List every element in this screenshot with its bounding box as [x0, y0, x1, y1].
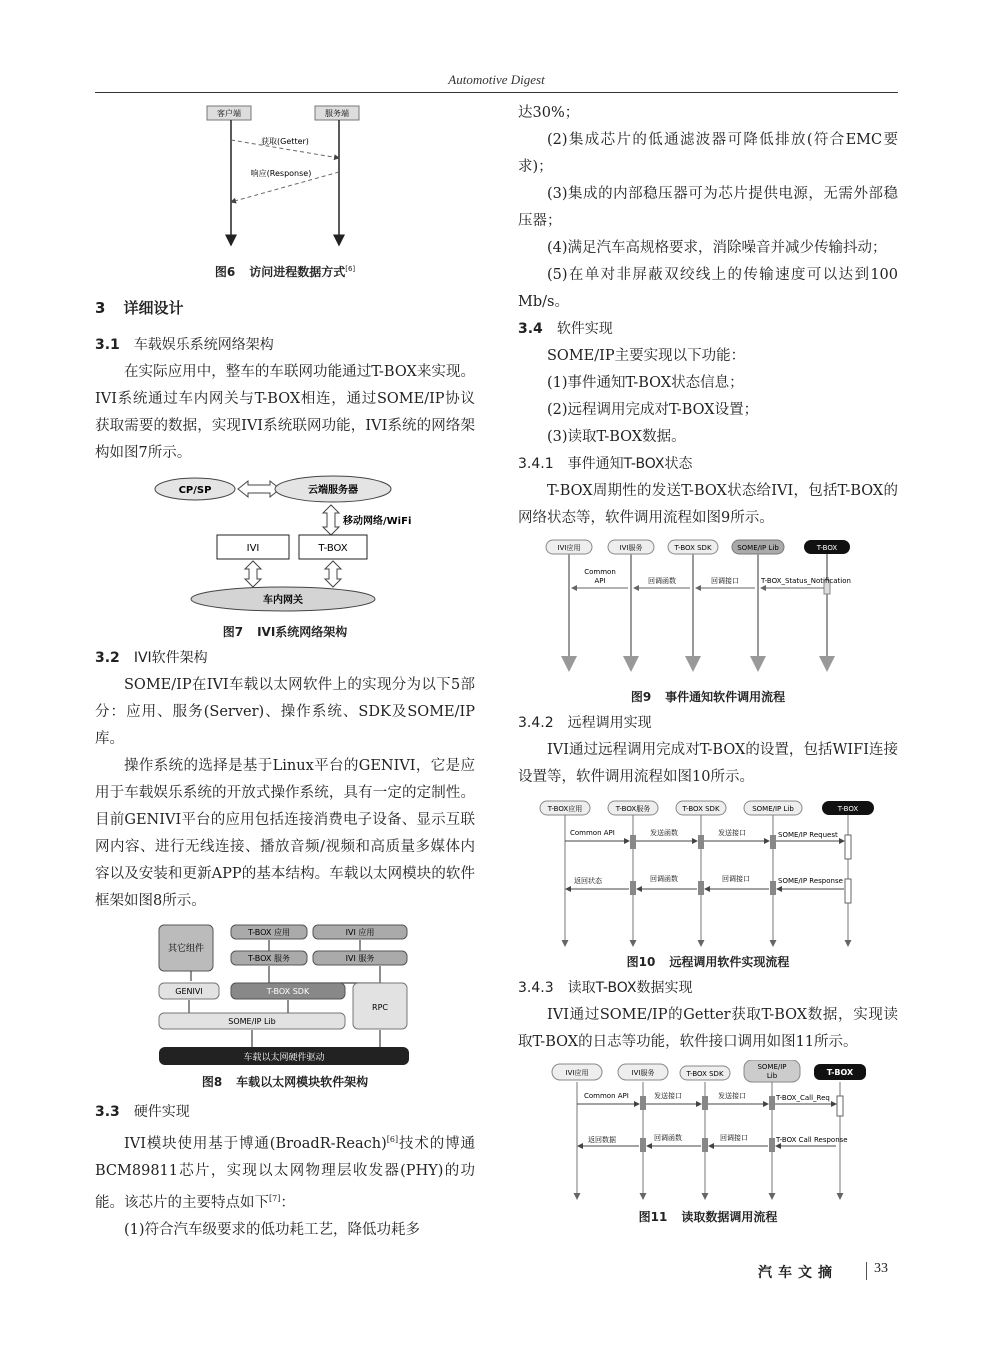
text-run: ：: [280, 1194, 295, 1211]
msg-call-response: T-BOX Call Response: [776, 1136, 848, 1144]
figure-8: [95, 921, 475, 1073]
lane-someip-lib: SOME/IP Lib: [752, 805, 794, 813]
caption-text: 读取数据调用流程: [681, 1210, 778, 1224]
section-number: 3.4.1: [518, 456, 554, 472]
rpc-box: RPC: [372, 1003, 388, 1012]
msg-return-status: 返回状态: [574, 877, 602, 885]
caption-number: 图7: [222, 625, 244, 639]
list-item: (1)事件通知T-BOX状态信息；: [547, 375, 744, 391]
text-run: IVI模块使用基于博通(BroadR-Reach): [124, 1135, 387, 1152]
section-number: 3.2: [95, 650, 120, 666]
list-item: (3)集成的内部稳压器可为芯片提供电源，无需外部稳压器；: [518, 186, 898, 229]
caption-number: 图11: [638, 1210, 668, 1224]
other-components: 其它组件: [167, 944, 205, 954]
figure-10: [518, 795, 898, 953]
msg-callback-func: 回调函数: [654, 1134, 682, 1142]
msg-common: Common: [584, 568, 616, 576]
caption-number: 图9: [630, 690, 652, 704]
msg-api: API: [594, 577, 606, 585]
lane-tbox: T-BOX: [816, 544, 838, 552]
section-title: 远程调用实现: [567, 715, 652, 731]
msg-send-if-2: 发送接口: [718, 1092, 746, 1100]
msg-callback-func: 回调函数: [650, 875, 678, 883]
someip-lib-box: SOME/IP Lib: [228, 1017, 276, 1026]
caption-ref: [6]: [345, 265, 356, 273]
paragraph: [95, 1126, 475, 1217]
section-title: 事件通知T-BOX状态: [567, 456, 693, 472]
mobile-network-label: 移动网络/WiFi: [343, 516, 412, 527]
section-title: IVI软件架构: [133, 650, 208, 666]
ivi-service-box: IVI 服务: [345, 954, 375, 963]
list-item: (2)集成芯片的低通滤波器可降低排放(符合EMC要求)；: [518, 132, 898, 175]
section-3-heading: [95, 295, 475, 322]
section-title: 车载娱乐系统网络架构: [133, 337, 274, 353]
footer-journal-name: 汽车文摘: [758, 1265, 838, 1281]
section-3-4-3-heading: [518, 975, 898, 1002]
lane-tbox-app: T-BOX应用: [547, 805, 583, 813]
msg-call-req: T-BOX_Call_Req: [776, 1094, 830, 1102]
left-column: [95, 100, 475, 1244]
figure-6-caption: [95, 260, 475, 281]
figure-7-caption: [95, 623, 475, 641]
msg-someip-request: SOME/IP Request: [778, 831, 838, 839]
lane-tbox-service: T-BOX服务: [615, 805, 651, 813]
ethernet-driver-box: 车载以太网硬件驱动: [243, 1053, 325, 1063]
paragraph: SOME/IP在IVI车载以太网软件上的实现分为以下5部分：应用、服务(Server)、操作系统、SDK及SOME/IP库。: [95, 677, 475, 747]
msg-send-if: 发送接口: [718, 829, 746, 837]
caption-text: 事件通知软件调用流程: [665, 690, 786, 704]
section-3-1-heading: [95, 332, 475, 359]
tbox-service-box: T-BOX 服务: [248, 954, 290, 963]
lane-tbox: T-BOX: [837, 805, 859, 813]
section-title: 硬件实现: [133, 1104, 190, 1120]
cloud-label: 云端服务器: [308, 485, 358, 496]
paragraph: T-BOX周期性的发送T-BOX状态给IVI，包括T-BOX的网络状态等，软件调用流程如图9所示。: [518, 483, 898, 526]
caption-number: 图6: [214, 265, 236, 279]
figure-6: [95, 100, 475, 256]
figure-11-caption: [518, 1208, 898, 1226]
caption-number: 图10: [626, 955, 656, 969]
response-label: 响应(Response): [250, 169, 312, 178]
msg-return-data: 返回数据: [588, 1136, 616, 1144]
caption-number: 图8: [201, 1075, 223, 1089]
msg-send-func: 发送函数: [650, 829, 678, 837]
tbox-sdk-box: T-BOX SDK: [266, 987, 310, 996]
paragraph: 操作系统的选择是基于Linux平台的GENIVI，它是应用于车载娱乐系统的开放式操作系统，具有一定的定制性。目前GENIVI平台的应用包括连接消费电子设备、显示互联网内容、进行无线连接、播放音频/视频和高质量多媒体内容以及安装和更新APP的基本结构。车载以太网模块的软件框架如图8所示。: [95, 758, 475, 909]
running-header: Automotive Digest: [448, 72, 545, 87]
section-3-4-2-heading: [518, 710, 898, 737]
caption-text: 远程调用软件实现流程: [669, 955, 790, 969]
lane-ivi-app: IVI应用: [557, 544, 581, 552]
caption-text: 车载以太网模块软件架构: [236, 1075, 369, 1089]
client-label: 客户端: [217, 109, 241, 118]
lane-tbox-sdk: T-BOX SDK: [686, 1070, 724, 1078]
section-3-4-heading: [518, 316, 898, 343]
section-number: 3.4: [518, 321, 543, 337]
ivi-box-label: IVI: [246, 543, 260, 554]
lane-someip: SOME/IP: [757, 1063, 787, 1071]
header-rule: [95, 92, 898, 93]
paragraph: SOME/IP主要实现以下功能：: [547, 348, 746, 364]
gateway-label: 车内网关: [263, 595, 303, 606]
figure-6-diagram: [95, 100, 475, 256]
ivi-app-box: IVI 应用: [345, 928, 375, 937]
section-3-4-1-heading: [518, 451, 898, 478]
section-3-3-heading: [95, 1099, 475, 1126]
lane-lib: Lib: [766, 1072, 778, 1080]
lane-tbox-sdk: T-BOX SDK: [674, 544, 712, 552]
list-item: (3)读取T-BOX数据。: [547, 429, 686, 445]
tbox-app-box: T-BOX 应用: [248, 928, 290, 937]
citation: [7]: [269, 1193, 281, 1203]
section-number: 3: [95, 299, 106, 317]
lane-ivi-service: IVI服务: [619, 544, 643, 552]
msg-callback-func: 回调函数: [648, 577, 676, 585]
lane-ivi-service: IVI服务: [631, 1069, 655, 1077]
citation: [6]: [386, 1135, 399, 1144]
section-number: 3.3: [95, 1104, 120, 1120]
caption-text: IVI系统网络架构: [257, 625, 348, 639]
genivi-box: GENIVI: [175, 987, 203, 996]
list-item: (2)远程调用完成对T-BOX设置；: [547, 402, 759, 418]
figure-8-diagram: [95, 921, 475, 1073]
section-number: 3.4.2: [518, 715, 554, 731]
figure-10-diagram: [518, 795, 898, 953]
msg-callback-if: 回调接口: [722, 875, 750, 883]
section-title: 读取T-BOX数据实现: [567, 980, 693, 996]
msg-common-api: Common API: [584, 1092, 629, 1100]
msg-status-notification: T-BOX_Status_Notification: [761, 577, 851, 585]
paragraph: 达30%；: [518, 105, 580, 121]
figure-7: [95, 471, 475, 621]
paragraph: 在实际应用中，整车的车联网功能通过T-BOX来实现。IVI系统通过车内网关与T-BOX相连，通过SOME/IP协议获取需要的数据，实现IVI系统联网功能，IVI系统的网络架构如图7所示。: [95, 364, 475, 461]
lane-tbox: T-BOX: [826, 1068, 854, 1077]
msg-someip-response: SOME/IP Response: [778, 877, 843, 885]
msg-callback-if: 回调接口: [711, 577, 739, 585]
section-title: 软件实现: [556, 321, 613, 337]
figure-7-diagram: [95, 471, 475, 621]
figure-11: [518, 1060, 898, 1208]
lane-ivi-app: IVI应用: [565, 1069, 589, 1077]
figure-9: [518, 538, 898, 688]
getter-label: 获取(Getter): [261, 137, 309, 146]
section-number: 3.1: [95, 337, 120, 353]
paragraph: (1)符合汽车级要求的低功耗工艺，降低功耗多: [124, 1221, 421, 1238]
right-column: [518, 100, 898, 1226]
lane-tbox-sdk: T-BOX SDK: [682, 805, 720, 813]
figure-8-caption: [95, 1073, 475, 1091]
figure-10-caption: [518, 953, 898, 971]
figure-9-caption: [518, 688, 898, 706]
msg-common-api: Common API: [570, 829, 615, 837]
page-number: 33: [874, 1261, 888, 1276]
caption-text: 访问进程数据方式: [249, 265, 346, 279]
figure-11-diagram: [518, 1060, 898, 1208]
lane-someip-lib: SOME/IP Lib: [737, 544, 779, 552]
list-item: (4)满足汽车高规格要求，消除噪音并减少传输抖动；: [547, 240, 887, 256]
figure-9-diagram: [518, 538, 898, 688]
cpsp-label: CP/SP: [178, 485, 212, 496]
section-title: 详细设计: [123, 299, 184, 317]
section-3-2-heading: [95, 645, 475, 672]
paragraph: IVI通过远程调用完成对T-BOX的设置，包括WIFI连接设置等，软件调用流程如图10所示。: [518, 742, 898, 785]
text-run: 技术的博通BCM89811芯片，实现以太网物理层收发器(PHY)的功能。该芯片的主要特点如下: [95, 1135, 475, 1211]
list-item: (5)在单对非屏蔽双绞线上的传输速度可以达到100 Mb/s。: [518, 267, 898, 310]
server-label: 服务端: [325, 109, 349, 118]
msg-callback-if: 回调接口: [720, 1134, 748, 1142]
footer-divider: [866, 1262, 867, 1280]
section-number: 3.4.3: [518, 980, 554, 996]
paragraph: IVI通过SOME/IP的Getter获取T-BOX数据，实现读取T-BOX的日志等功能，软件接口调用如图11所示。: [518, 1007, 898, 1050]
msg-send-if: 发送接口: [654, 1092, 682, 1100]
tbox-box-label: T-BOX: [318, 543, 348, 554]
